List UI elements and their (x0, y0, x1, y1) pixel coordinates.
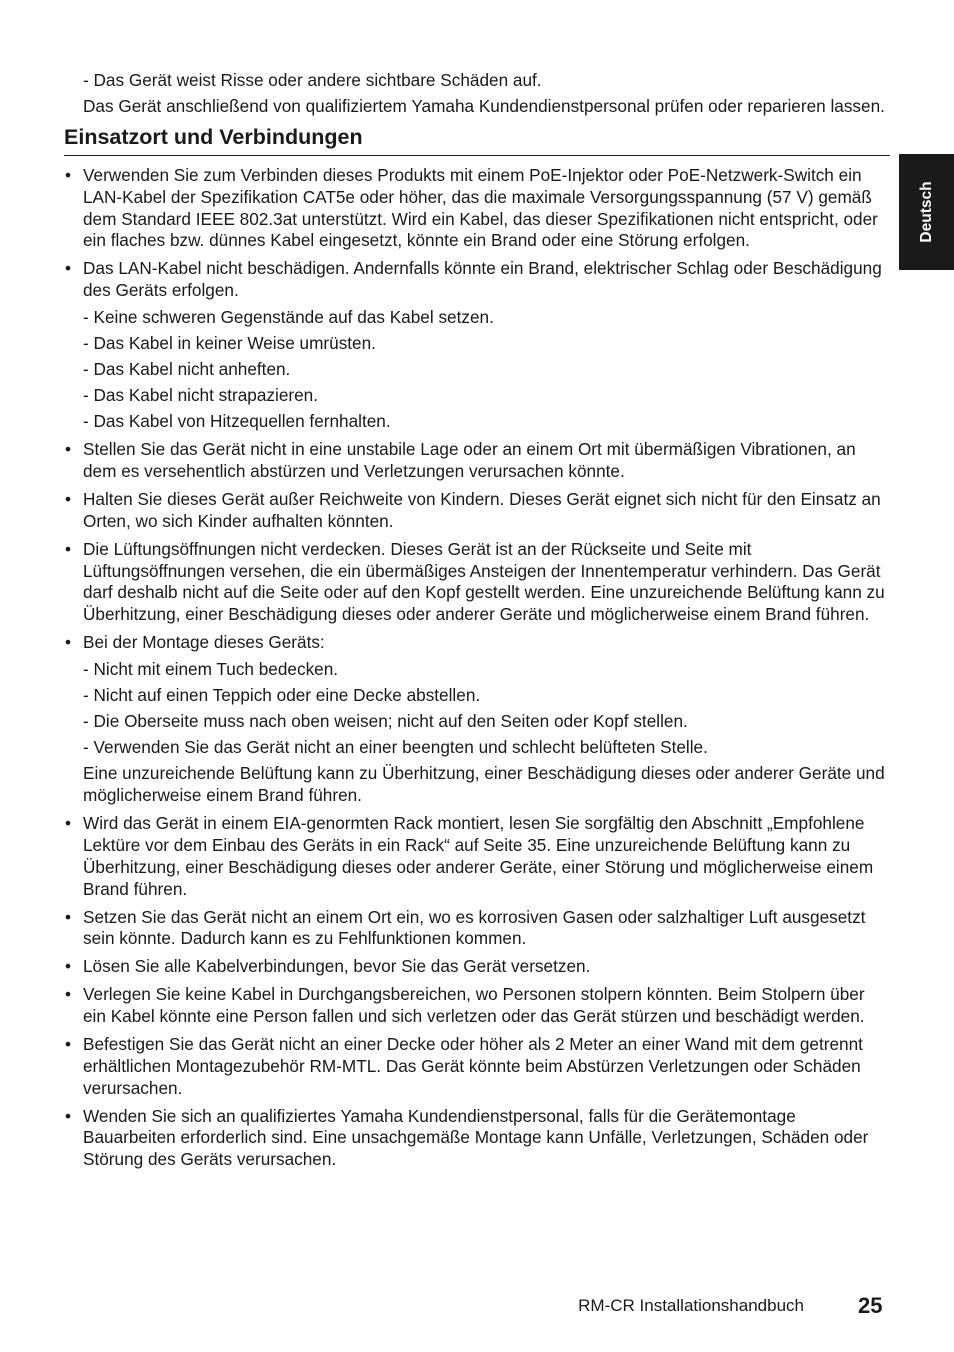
list-item-text: Bei der Montage dieses Geräts: (83, 632, 325, 653)
list-item-text: Wenden Sie sich an qualifiziertes Yamaha Kundendienstpersonal, falls für die Gerätemontage Bauarbeiten erforderlich sind. Eine unsachgemäße Montage kann Unfälle, Verletzungen, Schäden oder Störung des Geräts verursachen. (83, 1105, 869, 1170)
bullet-marker: • (65, 632, 72, 653)
sub-list (83, 307, 890, 434)
list-item-text: Befestigen Sie das Gerät nicht an einer Decke oder höher als 2 Meter an einer Wand mit dem getrennt erhältlichen Montagezubehör RM-MTL. Das Gerät könnte beim Abstürzen Verletzungen oder Schäden verursachen. (83, 1034, 863, 1098)
bullet-marker: • (65, 258, 72, 279)
page-content (64, 70, 890, 1177)
sub-list (83, 659, 890, 759)
list-item-text: Halten Sie dieses Gerät außer Reichweite von Kindern. Dieses Gerät eignet sich nicht für den Einsatz an Orten, wo sich Kinder aufhalten könnten. (83, 489, 881, 531)
list-item (64, 1034, 890, 1099)
bullet-marker: • (65, 489, 72, 510)
footer-manual-title: RM-CR Installationshandbuch (578, 1296, 804, 1315)
sub-list-item: - Das Kabel in keiner Weise umrüsten. (83, 332, 376, 353)
bullet-marker: • (65, 813, 72, 834)
bullet-list (64, 165, 890, 1171)
bullet-marker: • (65, 1105, 72, 1126)
list-item (64, 439, 890, 483)
page-number: 25 (858, 1293, 883, 1318)
language-tab-label: Deutsch (917, 181, 935, 243)
sub-list-item: - Die Oberseite muss nach oben weisen; nicht auf den Seiten oder Kopf stellen. (83, 710, 688, 731)
list-item-text: Verlegen Sie keine Kabel in Durchgangsbereichen, wo Personen stolpern könnten. Beim Stolpern über ein Kabel könnte eine Person fallen und sich verletzen oder das Gerät stürzen und beschädigt werden. (83, 984, 865, 1027)
sub-list-item: - Nicht auf einen Teppich oder eine Decke abstellen. (83, 684, 481, 705)
bullet-marker: • (65, 439, 72, 460)
sub-list-item: - Keine schweren Gegenstände auf das Kabel setzen. (83, 306, 494, 327)
list-item-text: Wird das Gerät in einem EIA-genormten Rack montiert, lesen Sie sorgfältig den Abschnitt „Empfohlene Lektüre vor dem Einbau des Geräts in ein Rack“ auf Seite 35. Eine unzureichende Belüftung kann zu Überhitzung, einer Beschädigung dieses oder anderer Geräte, einer Störung und möglicherweise einem Brand führen. (83, 813, 874, 899)
list-item-text: Stellen Sie das Gerät nicht in eine unstabile Lage oder an einem Ort mit übermäßigen Vibrationen, an dem es versehentlich abstürzen und Verletzungen verursachen könnte. (83, 439, 856, 482)
sub-list-item: - Das Kabel nicht strapazieren. (83, 385, 319, 406)
intro-dash-line: - Das Gerät weist Risse oder andere sichtbare Schäden auf. (83, 70, 542, 90)
list-item (64, 489, 890, 533)
bullet-marker: • (65, 538, 72, 559)
list-item-text: Verwenden Sie zum Verbinden dieses Produkts mit einem PoE-Injektor oder PoE-Netzwerk-Switch ein LAN-Kabel der Spezifikation CAT5e oder höher, das die maximale Versorgungsspannung (57 V) gemäß dem Standard IEEE 802.3at unterstützt. Wird ein Kabel, das dieser Spezifikationen nicht entspricht, oder ein flaches bzw. dünnes Kabel eingesetzt, könnte ein Brand oder eine Störung erfolgen. (83, 164, 878, 251)
list-item (64, 632, 890, 807)
list-item (64, 813, 890, 900)
sub-list-item: - Das Kabel nicht anheften. (83, 358, 291, 379)
section-heading: Einsatzort und Verbindungen (64, 124, 890, 156)
sub-list-item: - Verwenden Sie das Gerät nicht an einer beengten und schlecht belüfteten Stelle. (83, 737, 708, 758)
sub-list-note: Eine unzureichende Belüftung kann zu Überhitzung, einer Beschädigung dieses oder anderer Geräte und möglicherweise einem Brand führen. (83, 763, 885, 806)
intro-paragraph: Das Gerät anschließend von qualifiziertem Yamaha Kundendienstpersonal prüfen oder reparieren lassen. (83, 96, 885, 117)
list-item (64, 165, 890, 252)
language-tab (899, 154, 954, 270)
bullet-marker: • (65, 984, 72, 1005)
list-item (64, 1106, 890, 1171)
bullet-marker: • (65, 906, 72, 927)
sub-list-item: - Das Kabel von Hitzequellen fernhalten. (83, 411, 391, 432)
list-item (64, 956, 890, 978)
list-item-text: Die Lüftungsöffnungen nicht verdecken. Dieses Gerät ist an der Rückseite und Seite mit Lüftungsöffnungen versehen, die ein übermäßiges Ansteigen der Innentemperatur verhindern. Das Gerät darf deshalb nicht auf die Seite oder auf den Kopf gestellt werden. Eine unzureichende Belüftung kann zu Überhitzung, einer Beschädigung dieses oder anderer Geräte und möglicherweise einem Brand führen. (83, 538, 885, 625)
list-item (64, 907, 890, 951)
bullet-marker: • (65, 164, 72, 185)
list-item (64, 984, 890, 1028)
bullet-marker: • (65, 1034, 72, 1055)
list-item (64, 258, 890, 433)
list-item (64, 539, 890, 626)
bullet-marker: • (65, 956, 72, 977)
list-item-text: Lösen Sie alle Kabelverbindungen, bevor Sie das Gerät versetzen. (83, 956, 591, 977)
list-item-text: Setzen Sie das Gerät nicht an einem Ort ein, wo es korrosiven Gasen oder salzhaltiger Luft ausgesetzt sein könnte. Dadurch kann es zu Fehlfunktionen kommen. (83, 906, 866, 949)
list-item-text: Das LAN-Kabel nicht beschädigen. Andernfalls könnte ein Brand, elektrischer Schlag oder Beschädigung des Geräts erfolgen. (83, 258, 882, 301)
sub-list-item: - Nicht mit einem Tuch bedecken. (83, 658, 339, 679)
